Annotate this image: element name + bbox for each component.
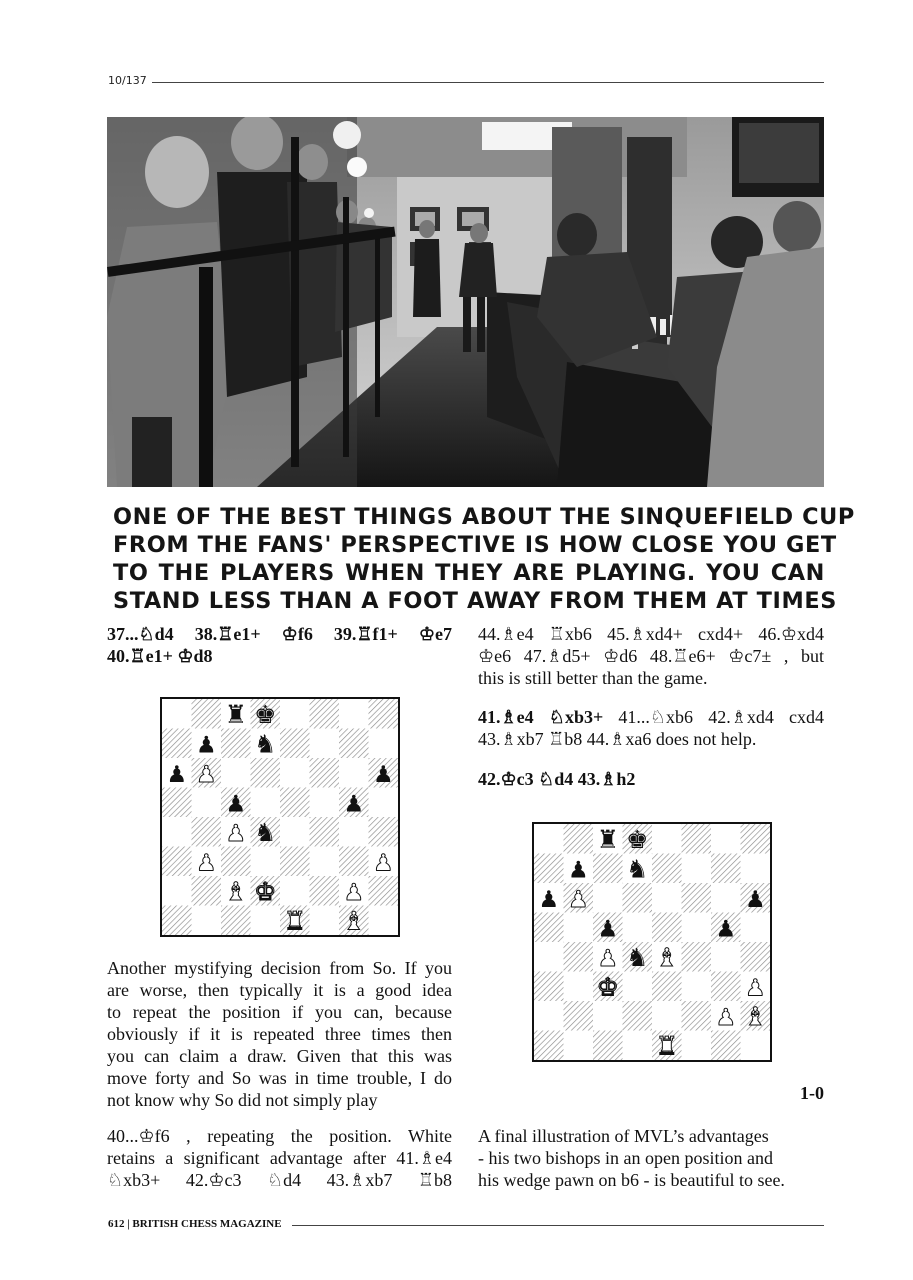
- moves-line: 40.♖e1+ ♔d8: [107, 646, 213, 666]
- white-pawn-icon: ♟: [715, 1004, 737, 1031]
- black-rook-icon: ♜: [596, 824, 619, 854]
- light-square: [623, 913, 653, 943]
- dark-square: [593, 854, 623, 884]
- photo-caption: [113, 503, 855, 615]
- text-line: 44.♗e4 ♖xb6 45.♗xd4+ cxd4+ 46.♔xd4: [478, 624, 824, 644]
- dark-square: [162, 847, 192, 877]
- dark-square: [682, 1001, 712, 1031]
- key-move: 41.♗e4 ♘xb3+: [478, 707, 604, 727]
- chess-diagram-2: [532, 822, 772, 1062]
- dark-square: [310, 876, 340, 906]
- photo-illustration: [107, 117, 824, 487]
- text-line: retains a significant advantage after 41.♗e4: [107, 1148, 452, 1168]
- light-square: [564, 972, 594, 1002]
- dark-square: [534, 854, 564, 884]
- light-square: [339, 817, 369, 847]
- text-line: ♔e6 47.♗d5+ ♔d6 48.♖e6+ ♔c7± , but: [478, 646, 824, 666]
- black-pawn-icon: ♟: [567, 857, 589, 884]
- left-paragraph-1: [107, 957, 452, 1111]
- dark-square: [221, 906, 251, 936]
- white-bishop-icon: ♝: [655, 942, 678, 972]
- light-square: [652, 824, 682, 854]
- left-moves: [107, 623, 452, 667]
- dark-square: [652, 854, 682, 884]
- white-pawn-icon: ♟: [343, 879, 365, 906]
- black-pawn-icon: ♟: [372, 761, 394, 788]
- dark-square: [564, 942, 594, 972]
- dark-square: [162, 788, 192, 818]
- dark-square: [711, 854, 741, 884]
- white-rook-icon: ♜: [655, 1031, 678, 1060]
- white-pawn-icon: ♟: [372, 850, 394, 877]
- dark-square: [369, 876, 399, 906]
- white-king-icon: ♚: [254, 876, 277, 906]
- dark-square: [339, 847, 369, 877]
- light-square: [711, 942, 741, 972]
- text-line: obviously if it is repeated three times then: [107, 1024, 452, 1044]
- light-square: [192, 788, 222, 818]
- page-footer: [108, 1218, 824, 1234]
- dark-square: [652, 972, 682, 1002]
- light-square: [682, 1031, 712, 1061]
- dark-square: [711, 1031, 741, 1061]
- dark-square: [192, 699, 222, 729]
- light-square: [310, 788, 340, 818]
- text-line: A final illustration of MVL’s advantages: [478, 1126, 769, 1146]
- left-paragraph-2: [107, 1125, 452, 1191]
- white-pawn-icon: ♟: [744, 975, 766, 1002]
- light-square: [652, 1001, 682, 1031]
- light-square: [534, 942, 564, 972]
- caption-line: STAND LESS THAN A FOOT AWAY FROM THEM AT TIMES: [113, 588, 837, 614]
- text-line: move forty and So was in time trouble, I do: [107, 1068, 452, 1088]
- dark-square: [162, 729, 192, 759]
- light-square: [623, 1031, 653, 1061]
- dark-square: [192, 876, 222, 906]
- text-line: not know why So did not simply play: [107, 1090, 378, 1110]
- dark-square: [741, 824, 771, 854]
- board-2-svg: [534, 824, 770, 1060]
- light-square: [682, 972, 712, 1002]
- white-pawn-icon: ♟: [567, 886, 589, 913]
- text-line: 43.♗xb7 ♖b8 44.♗xa6 does not help.: [478, 729, 757, 749]
- light-square: [251, 847, 281, 877]
- text-line: Another mystifying decision from So. If you: [107, 958, 452, 978]
- light-square: [339, 758, 369, 788]
- white-bishop-icon: ♝: [744, 1001, 767, 1031]
- right-paragraph-1: [478, 623, 824, 689]
- black-knight-icon: ♞: [254, 817, 277, 847]
- black-pawn-icon: ♟: [538, 886, 560, 913]
- dark-square: [564, 824, 594, 854]
- white-king-icon: ♚: [596, 972, 619, 1002]
- black-pawn-icon: ♟: [166, 761, 188, 788]
- light-square: [564, 1031, 594, 1061]
- dark-square: [192, 817, 222, 847]
- text-line: his wedge pawn on b6 - is beautiful to see.: [478, 1170, 785, 1190]
- text-line: are worse, then typically it is a good idea: [107, 980, 452, 1000]
- dark-square: [534, 913, 564, 943]
- black-king-icon: ♚: [254, 699, 277, 729]
- white-rook-icon: ♜: [283, 906, 306, 935]
- light-square: [162, 699, 192, 729]
- dark-square: [682, 942, 712, 972]
- light-square: [251, 906, 281, 936]
- white-pawn-icon: ♟: [597, 945, 619, 972]
- light-square: [682, 913, 712, 943]
- light-square: [310, 906, 340, 936]
- light-square: [741, 913, 771, 943]
- light-square: [251, 788, 281, 818]
- light-square: [369, 788, 399, 818]
- light-square: [623, 972, 653, 1002]
- caption-line: TO THE PLAYERS WHEN THEY ARE PLAYING. YOU CAN: [113, 560, 825, 586]
- chess-diagram-1: [160, 697, 400, 937]
- dark-square: [652, 913, 682, 943]
- board-1-svg: [162, 699, 398, 935]
- light-square: [369, 906, 399, 936]
- game-result: [478, 1082, 824, 1104]
- black-knight-icon: ♞: [254, 729, 277, 759]
- light-square: [682, 854, 712, 884]
- black-pawn-icon: ♟: [744, 886, 766, 913]
- white-bishop-icon: ♝: [224, 876, 247, 906]
- light-square: [711, 824, 741, 854]
- light-square: [652, 883, 682, 913]
- black-knight-icon: ♞: [626, 854, 649, 884]
- caption-line: ONE OF THE BEST THINGS ABOUT THE SINQUEFIELD CUP: [113, 504, 855, 530]
- dark-square: [310, 699, 340, 729]
- light-square: [564, 913, 594, 943]
- dark-square: [564, 1001, 594, 1031]
- white-pawn-icon: ♟: [195, 761, 217, 788]
- light-square: [280, 876, 310, 906]
- caption-line: FROM THE FANS' PERSPECTIVE IS HOW CLOSE YOU GET: [113, 532, 837, 558]
- dark-square: [711, 972, 741, 1002]
- black-king-icon: ♚: [626, 824, 649, 854]
- dark-square: [162, 906, 192, 936]
- black-pawn-icon: ♟: [225, 791, 247, 818]
- white-pawn-icon: ♟: [195, 850, 217, 877]
- black-knight-icon: ♞: [626, 942, 649, 972]
- dark-square: [623, 883, 653, 913]
- light-square: [534, 824, 564, 854]
- text-line: this is still better than the game.: [478, 668, 708, 688]
- black-pawn-icon: ♟: [597, 916, 619, 943]
- light-square: [221, 758, 251, 788]
- light-square: [192, 906, 222, 936]
- footer-rule: [292, 1225, 824, 1226]
- dark-square: [623, 1001, 653, 1031]
- variation-text: 41...♘xb6 42.♗xd4 cxd4: [603, 707, 825, 727]
- white-bishop-icon: ♝: [342, 906, 365, 935]
- text-line: to repeat the position if you can, because: [107, 1002, 452, 1022]
- light-square: [162, 817, 192, 847]
- dark-square: [534, 1031, 564, 1061]
- black-rook-icon: ♜: [224, 699, 247, 729]
- moves-line: 37...♘d4 38.♖e1+ ♔f6 39.♖f1+ ♔e7: [107, 624, 452, 644]
- dark-square: [280, 847, 310, 877]
- right-paragraph-4: [478, 1125, 824, 1191]
- dark-square: [741, 942, 771, 972]
- page-header: [108, 72, 824, 92]
- text-line: ♘xb3+ 42.♔c3 ♘d4 43.♗xb7 ♖b8: [107, 1170, 452, 1190]
- black-pawn-icon: ♟: [343, 791, 365, 818]
- page-indicator: 10/137: [108, 74, 147, 87]
- light-square: [280, 699, 310, 729]
- dark-square: [280, 729, 310, 759]
- tournament-hall-photo: [107, 117, 824, 487]
- dark-square: [251, 758, 281, 788]
- text-line: you can claim a draw. Given that this was: [107, 1046, 452, 1066]
- light-square: [711, 883, 741, 913]
- white-pawn-icon: ♟: [225, 820, 247, 847]
- light-square: [280, 758, 310, 788]
- black-pawn-icon: ♟: [715, 916, 737, 943]
- dark-square: [682, 824, 712, 854]
- light-square: [280, 817, 310, 847]
- dark-square: [369, 817, 399, 847]
- dark-square: [682, 883, 712, 913]
- light-square: [534, 1001, 564, 1031]
- footer-text: 612 | BRITISH CHESS MAGAZINE: [108, 1218, 282, 1230]
- right-paragraph-3: [478, 768, 824, 790]
- light-square: [310, 729, 340, 759]
- light-square: [369, 729, 399, 759]
- light-square: [593, 1001, 623, 1031]
- dark-square: [310, 758, 340, 788]
- dark-square: [369, 699, 399, 729]
- text-line: 40...♔f6 , repeating the position. White: [107, 1126, 452, 1146]
- light-square: [162, 876, 192, 906]
- light-square: [741, 854, 771, 884]
- dark-square: [593, 1031, 623, 1061]
- right-paragraph-2: [478, 706, 824, 750]
- dark-square: [221, 729, 251, 759]
- header-rule: [152, 82, 824, 83]
- light-square: [741, 1031, 771, 1061]
- dark-square: [310, 817, 340, 847]
- dark-square: [280, 788, 310, 818]
- text-line: [478, 706, 824, 728]
- dark-square: [534, 972, 564, 1002]
- light-square: [593, 883, 623, 913]
- moves-line: 42.♔c3 ♘d4 43.♗h2: [478, 769, 636, 789]
- light-square: [310, 847, 340, 877]
- result-text: 1-0: [800, 1083, 824, 1103]
- black-pawn-icon: ♟: [195, 732, 217, 759]
- dark-square: [221, 847, 251, 877]
- text-line: - his two bishops in an open position and: [478, 1148, 773, 1168]
- light-square: [339, 699, 369, 729]
- dark-square: [339, 729, 369, 759]
